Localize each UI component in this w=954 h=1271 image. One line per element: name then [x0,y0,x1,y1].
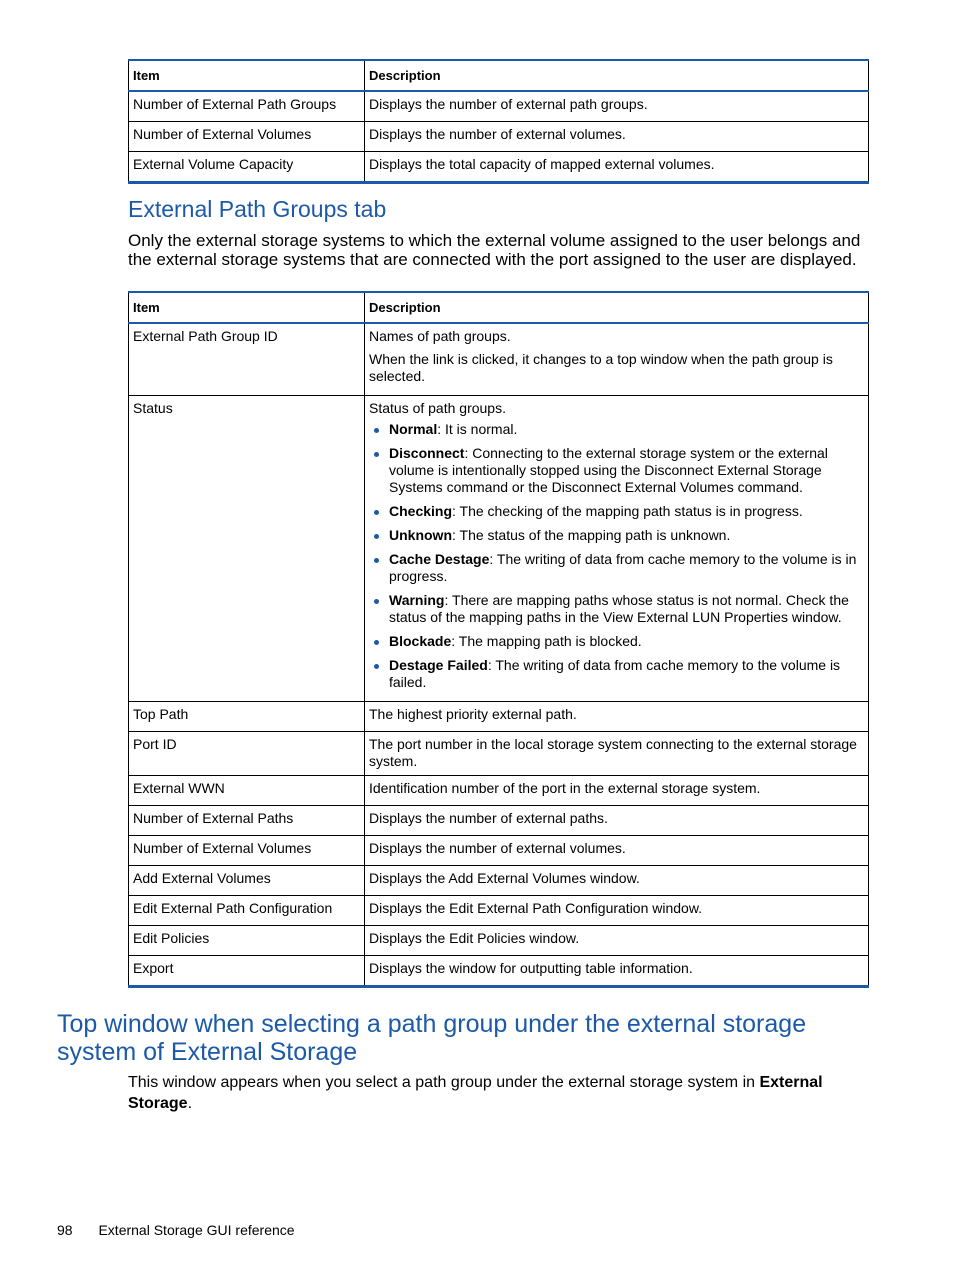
table-row [129,866,869,896]
status-term: Destage Failed [389,657,488,673]
summary-table [128,59,869,184]
cell-item: Number of External Volumes [129,836,365,866]
table-row [129,776,869,806]
cell-description [365,396,869,702]
cell-item: Edit Policies [129,926,365,956]
list-item [389,527,864,544]
status-term: Normal [389,421,438,437]
cell-description: Displays the number of external paths. [365,806,869,836]
status-text: : There are mapping paths whose status is not normal. Check the status of the mapping paths in the View External LUN Properties window. [389,592,849,625]
body-text-pre: This window appears when you select a path group under the external storage system in [128,1074,760,1091]
section-heading: External Path Groups tab [128,196,387,222]
cell-description: Displays the Edit Policies window. [365,926,869,956]
cell-description: Displays the number of external volumes. [365,122,869,152]
column-header-description: Description [365,292,869,323]
cell-item: Top Path [129,702,365,732]
list-item [389,592,864,626]
table-row [129,926,869,956]
cell-description: The port number in the local storage system connecting to the external storage system. [365,732,869,776]
page-footer [57,1222,295,1238]
status-term: Checking [389,503,453,519]
cell-description: The highest priority external path. [365,702,869,732]
column-header-description: Description [365,60,869,91]
list-item [389,445,864,496]
section-body [128,1072,868,1114]
column-header-item: Item [129,60,365,91]
column-header-item: Item [129,292,365,323]
table-row [129,732,869,776]
chapter-heading: Top window when selecting a path group under the external storage system of External Storage [57,1010,807,1066]
cell-description: Displays the Edit External Path Configuration window. [365,896,869,926]
cell-item: External Path Group ID [129,323,365,396]
table-header-row [129,292,869,323]
status-text: : Connecting to the external storage system or the external volume is intentionally stopped using the Disconnect External Storage Systems command or the Disconnect External Volumes command. [389,445,828,495]
description-line: Status of path groups. [369,400,506,416]
description-line: Names of path groups. [369,328,511,344]
cell-item: Add External Volumes [129,866,365,896]
status-text: : The writing of data from cache memory to the volume is failed. [389,657,841,690]
status-term: Cache Destage [389,551,490,567]
cell-item: Export [129,956,365,987]
status-text: : The writing of data from cache memory to the volume is in progress. [389,551,857,584]
cell-description: Identification number of the port in the external storage system. [365,776,869,806]
cell-item: External WWN [129,776,365,806]
table-row [129,896,869,926]
body-text-post: . [187,1095,193,1112]
cell-item: External Volume Capacity [129,152,365,183]
cell-description [365,323,869,396]
footer-section-title: External Storage GUI reference [98,1222,295,1238]
cell-description: Displays the Add External Volumes window. [365,866,869,896]
list-item [389,421,864,438]
cell-description: Displays the number of external path groups. [365,91,869,122]
status-text: : It is normal. [437,421,518,437]
status-term: Disconnect [389,445,465,461]
status-list [369,421,864,691]
table-row [129,702,869,732]
table-row [129,122,869,152]
list-item [389,503,864,520]
table-row [129,806,869,836]
table-header-row [129,60,869,91]
cell-item: Number of External Path Groups [129,91,365,122]
status-term: Unknown [389,527,452,543]
table-row [129,836,869,866]
cell-item: Number of External Paths [129,806,365,836]
description-line: When the link is clicked, it changes to a top window when the path group is selected. [369,351,833,384]
cell-item: Status [129,396,365,702]
cell-description: Displays the window for outputting table information. [365,956,869,987]
status-text: : The checking of the mapping path status is in progress. [452,503,803,519]
cell-item: Port ID [129,732,365,776]
status-term: Warning [389,592,445,608]
list-item [389,633,864,650]
body-text-bold: External Storage [128,1074,823,1112]
cell-description: Displays the number of external volumes. [365,836,869,866]
page-number: 98 [57,1222,73,1238]
table-row [129,323,869,396]
status-text: : The mapping path is blocked. [451,633,642,649]
status-term: Blockade [389,633,452,649]
table-row [129,956,869,987]
cell-item: Edit External Path Configuration [129,896,365,926]
cell-item: Number of External Volumes [129,122,365,152]
external-path-groups-table [128,291,869,988]
list-item [389,657,864,691]
cell-description: Displays the total capacity of mapped external volumes. [365,152,869,183]
section-intro: Only the external storage systems to which the external volume assigned to the user belongs and the external storage systems that are connected with the port assigned to the user are displayed. [128,231,861,269]
status-text: : The status of the mapping path is unknown. [452,527,731,543]
table-row [129,396,869,702]
table-row [129,152,869,183]
list-item [389,551,864,585]
table-row [129,91,869,122]
